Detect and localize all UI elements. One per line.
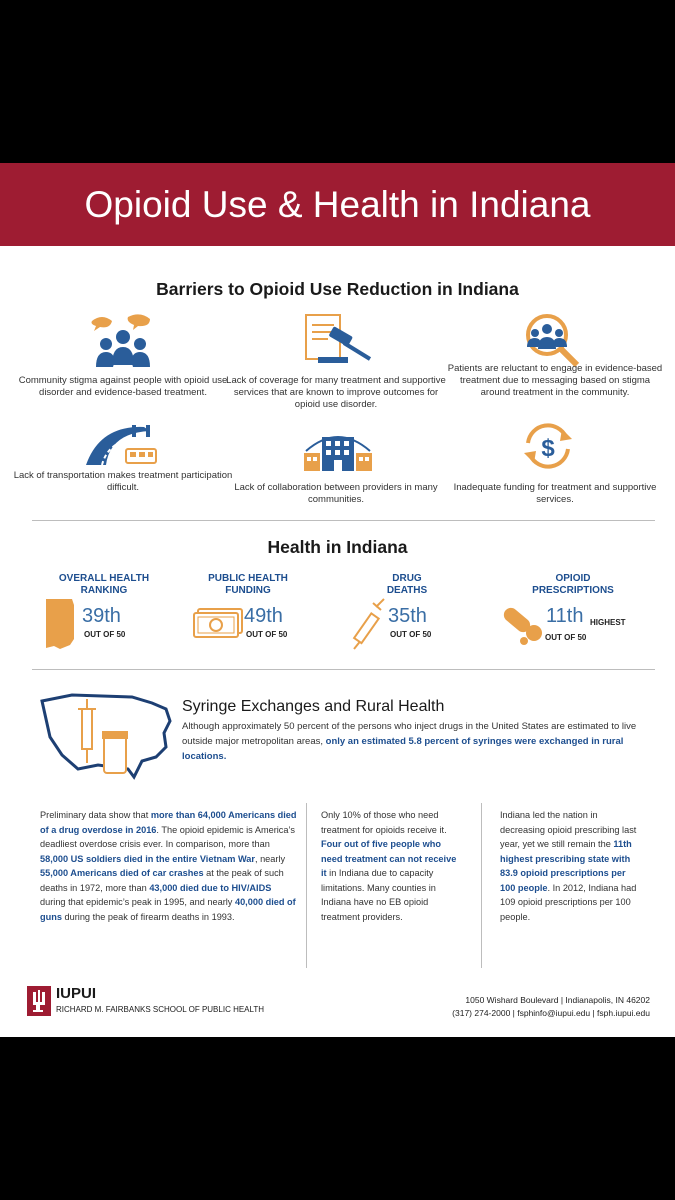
stat-sub-public-health-funding: OUT OF 50 [246,630,288,639]
stat-label-drug-deaths: DRUG DEATHS [386,573,428,596]
school-name: RICHARD M. FAIRBANKS SCHOOL OF PUBLIC HEALTH [56,1005,265,1014]
barrier-text-funding: Inadequate funding for treatment and supportive services. [453,482,657,505]
iupui-logo-text: IUPUI [56,985,97,1002]
divider [32,669,655,670]
syringe-heading: Syringe Exchanges and Rural Health [182,698,445,715]
magnifier-people-icon [517,311,583,369]
gavel-document-icon [302,311,374,369]
money-bills-icon [192,607,244,639]
barrier-text-collaboration: Lack of collaboration between providers in many communities. [234,482,438,505]
treatment-access-text: Only 10% of those who need treatment for opioids receive it. Four out of five people who need treatment can not receive it in Indiana due to capacity limitations. Many counties in Indiana have no EB opioid treatment providers. [321,810,457,922]
stat-sub-drug-deaths: OUT OF 50 [390,630,432,639]
stat-value-drug-deaths: 35th [388,605,427,627]
barrier-text-coverage: Lack of coverage for many treatment and supportive services that are known to improve outcomes for opioid use disorder. [226,375,446,410]
pills-icon [500,601,546,647]
infographic-page [0,163,675,1037]
stat-sub-opioid-prescriptions: OUT OF 50 [545,633,587,642]
prescribing-text: Indiana led the nation in decreasing opioid prescribing last year, yet we still remain the 11th highest prescribing state with 83.9 opioid prescriptions per 100 people. In 2012, Indiana had 109 opioid prescriptions per 100 people. [500,810,637,922]
stat-value-health-ranking: 39th [82,605,121,627]
stat-sub-health-ranking: OUT OF 50 [84,630,126,639]
column-divider [481,803,482,968]
stat-value-public-health-funding: 49th [244,605,283,627]
barriers-heading: Barriers to Opioid Use Reduction in Indiana [156,279,519,299]
column-divider [306,803,307,968]
stat-extra-highest: HIGHEST [590,618,626,627]
syringe-text: Although approximately 50 percent of the persons who inject drugs in the United States are estimated to live outside major metropolitan areas, only an estimated 5.8 percent of syringes were exchanged in rural locations. [182,721,637,762]
stat-label-public-health-funding: PUBLIC HEALTH FUNDING [208,573,288,596]
us-map-syringe-icon [38,691,178,781]
people-talking-icon [88,313,158,369]
page-title: Opioid Use & Health in Indiana [84,184,591,225]
divider [32,520,655,521]
dollar-cycle-icon [520,421,576,471]
overdose-comparison-text: Preliminary data show that more than 64,000 Americans died of a drug overdose in 2016. The opioid epidemic is America’s deadliest overdose crisis ever. In comparison, more than 58,000 US soldiers died in the entire Vietnam War, nearly 55,000 Americans died of car crashes at the peak of such deaths in 1972, more than 43,000 died due to HIV/AIDS during that epidemic’s peak in 1995, and nearly 40,000 died of guns during the peak of firearm deaths in 1993. [40,810,297,922]
barrier-text-transportation: Lack of transportation makes treatment participation difficult. [13,470,233,493]
health-heading: Health in Indiana [267,537,408,557]
svg-text:$: $ [541,435,555,462]
title-banner [0,163,675,246]
barrier-text-stigma: Community stigma against people with opioid use disorder and evidence-based treatment. [18,375,228,398]
indiana-map-icon [40,595,80,651]
stat-label-health-ranking: OVERALL HEALTH RANKING [58,573,150,596]
footer-contact: (317) 274-2000 | fsphinfo@iupui.edu | fsph.iupui.edu [452,1008,650,1018]
iu-trident-logo [27,986,51,1016]
road-bus-icon [84,421,160,467]
stat-value-opioid-prescriptions: 11th [546,605,584,627]
building-icon [300,429,376,473]
stat-label-opioid-prescriptions: OPIOID PRESCRIPTIONS [532,573,614,596]
footer-address: 1050 Wishard Boulevard | Indianapolis, IN 46202 [465,995,650,1005]
barrier-text-reluctance: Patients are reluctant to engage in evidence-based treatment due to messaging based on stigma around treatment in the community. [447,363,663,398]
syringe-icon [348,597,388,653]
